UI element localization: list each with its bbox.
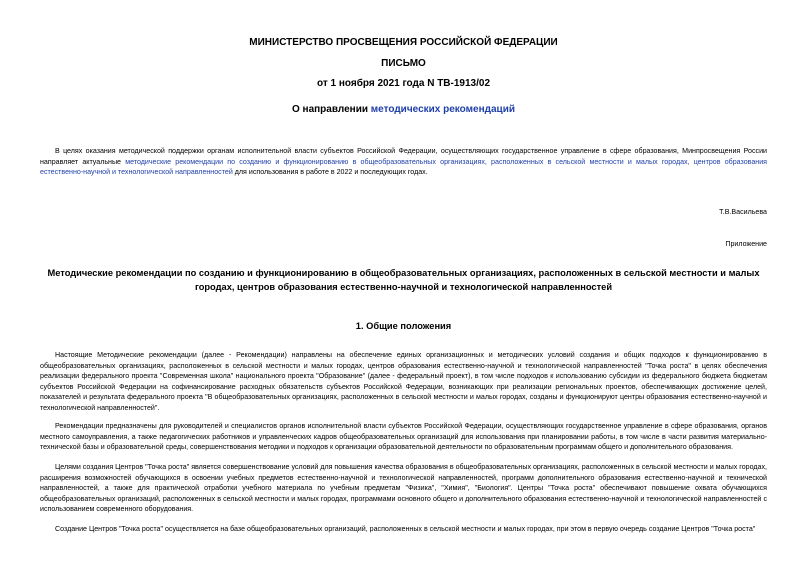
document-subject [0, 104, 807, 115]
appendix-label: Приложение [725, 240, 767, 248]
paragraph: Целями создания Центров "Точка роста" является совершенствование условий для повышения качества образования в общеобразовательных организациях, расположенных в сельской местности и малых городах, расширения возможностей обучающихся в освоении учебных предметов естественно-научной и технологической направленностей, программ дополнительного образования естественно-научной и технической направленностей, а также для практической отработки учебного материала по учебным предметам "Физика", "Химия", "Биология". Центры "Точка роста" обеспечивают повышение охвата обучающихся общеобразовательных организаций, расположенных в сельской местности и малых городах, программами основного общего и дополнительного образования естественно-научной и технологической направленностей с использованием современного оборудования. [40, 463, 767, 514]
intro-text-after: для использования в работе в 2022 и последующих годах. [232, 168, 428, 177]
subject-link[interactable]: методических рекомендаций [370, 104, 515, 115]
paragraph: Настоящие Методические рекомендации (далее - Рекомендации) направлены на обеспечение единых организационных и методических условий создания и общих подходов к функционированию в общеобразовательных организациях, расположенных в сельской местности и малых городах, центров образования естественно-научной и технологической направленностей "Точка роста" в целях обеспечения реализации федерального проекта "Современная школа" национального проекта "Образование" (далее - федеральный проект), в том числе подходов к использованию субсидии из федерального бюджета бюджетам субъектов Российской Федерации на софинансирование расходных обязательств субъектов Российской Федерации, возникающих при реализации региональных проектов, обеспечивающих достижение целей, показателей и результата федерального проекта "В общеобразовательных организациях, расположенных в сельской местности и малых городах, созданы и функционируют центры образования естественно-научной и технологической направленностей". [40, 351, 767, 412]
ministry-name: МИНИСТЕРСТВО ПРОСВЕЩЕНИЯ РОССИЙСКОЙ ФЕДЕРАЦИИ [249, 37, 558, 48]
subject-prefix: О направлении [291, 104, 371, 115]
paragraph: Рекомендации предназначены для руководителей и специалистов органов исполнительной власти субъектов Российской Федерации, осуществляющих государственное управление в сфере образования, органов местного самоуправления, а также педагогических работников и управленческих кадров общеобразовательных организаций для использования при планировании работы, в том числе в части развития материально-технической базы и образовательной среды, совершенствования методики и подходов к организации образовательной деятельности по образовательным программам общего и дополнительного образования. [40, 422, 767, 452]
recommendations-link[interactable]: методические рекомендации по созданию и функционированию в общеобразовательных организациях, расположенных в сельской местности и малых городах, центров образования естественно-научной и технологической направленностей [40, 157, 767, 177]
document-type: ПИСЬМО [381, 58, 426, 69]
document-date-number: от 1 ноября 2021 года N ТВ-1913/02 [316, 78, 491, 89]
paragraph: Создание Центров "Точка роста" осуществляется на базе общеобразовательных организаций, расположенных в сельской местности и малых городах, при этом в первую очередь создание Центров "Точка роста" [55, 525, 756, 533]
section-heading: 1. Общие положения [355, 321, 452, 331]
signature: Т.В.Васильева [719, 208, 767, 216]
intro-text-before: В целях оказания методической поддержки органам исполнительной власти субъектов Российской Федерации, осуществляющих государственное управление в сфере образования, Минпросвещения России направляет актуальные [40, 147, 767, 166]
intro-paragraph [40, 146, 767, 178]
recommendations-title: Методические рекомендации по созданию и функционированию в общеобразовательных организациях, расположенных в сельской местности и малых городах, центров образования естественно-научной и технологической направленностей [47, 268, 760, 292]
